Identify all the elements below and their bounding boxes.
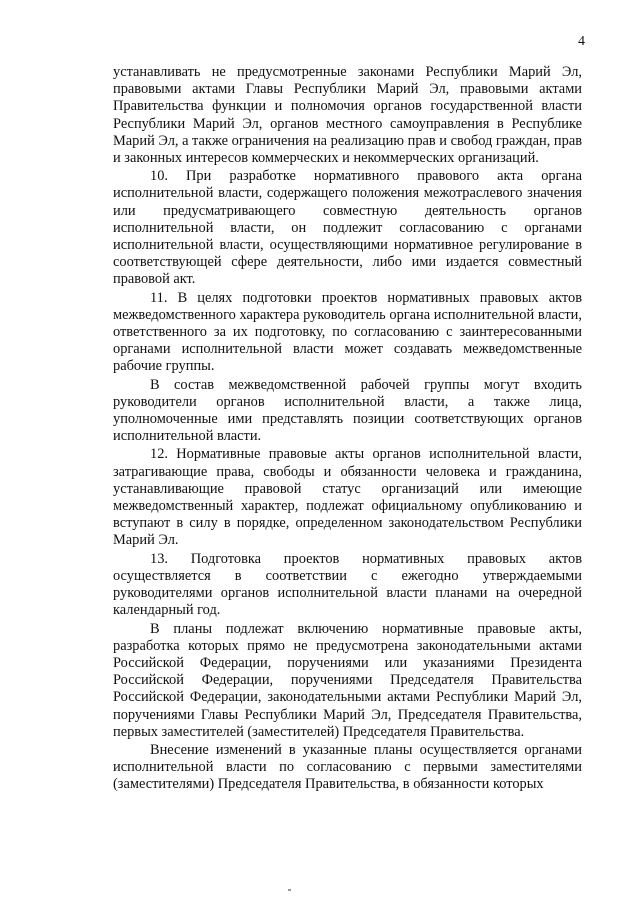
- paragraph-plans-changes: Внесение изменений в указанные планы осуществляется органами исполнительной власти по согласованию с первыми заместителями (заместителями) Председателя Правительства, в обязанности которых: [113, 741, 582, 793]
- paragraph-item-13: 13. Подготовка проектов нормативных правовых актов осуществляется в соответствии с ежегодно утверждаемыми руководителями органов исполнительной власти планами на очередной календарный год.: [113, 550, 582, 619]
- page-number: 4: [578, 34, 585, 49]
- paragraph-working-group-composition: В состав межведомственной рабочей группы могут входить руководители органов исполнительной власти, а также лица, уполномоченные ими представлять позиции соответствующих органов исполнительной власти.: [113, 376, 582, 445]
- scan-dot: [288, 889, 291, 891]
- paragraph-item-10: 10. При разработке нормативного правового акта органа исполнительной власти, содержащего положения межотраслевого значения или предусматривающего совместную деятельность органов исполнительной власти, он подлежит согласованию с органами исполнительной власти, осуществляющими нормативное регулирование в соответствующей сфере деятельности, либо ими издается совместный правовой акт.: [113, 168, 582, 288]
- paragraph-plans-inclusion: В планы подлежат включению нормативные правовые акты, разработка которых прямо не предусмотрена законодательными актами Российской Федерации, поручениями или указаниями Президента Российской Федерации, поручениями Председателя Правительства Российской Федерации, законодательными актами Республики Марий Эл, поручениями Главы Республики Марий Эл, Председателя Правительства, первых заместителей (заместителей) Председателя Правительства.: [113, 620, 582, 740]
- paragraph-continuation: устанавливать не предусмотренные законами Республики Марий Эл, правовыми актами Главы Республики Марий Эл, правовыми актами Правительства функции и полномочия органов государственной власти Республики Марий Эл, органов местного самоуправления в Республике Марий Эл, а также ограничения на реализацию прав и свобод граждан, прав и законных интересов коммерческих и некоммерческих организаций.: [113, 64, 583, 167]
- document-body: [113, 64, 582, 794]
- paragraph-item-11: 11. В целях подготовки проектов нормативных правовых актов межведомственного характера руководитель органа исполнительной власти, ответственного за их подготовку, по согласованию с заинтересованными органами исполнительной власти может создавать межведомственные рабочие группы.: [113, 289, 582, 375]
- paragraph-item-12: 12. Нормативные правовые акты органов исполнительной власти, затрагивающие права, свободы и обязанности человека и гражданина, устанавливающие правовой статус организаций или имеющие межведомственный характер, подлежат официальному опубликованию и вступают в силу в порядке, определенном законодательством Республики Марий Эл.: [113, 446, 582, 549]
